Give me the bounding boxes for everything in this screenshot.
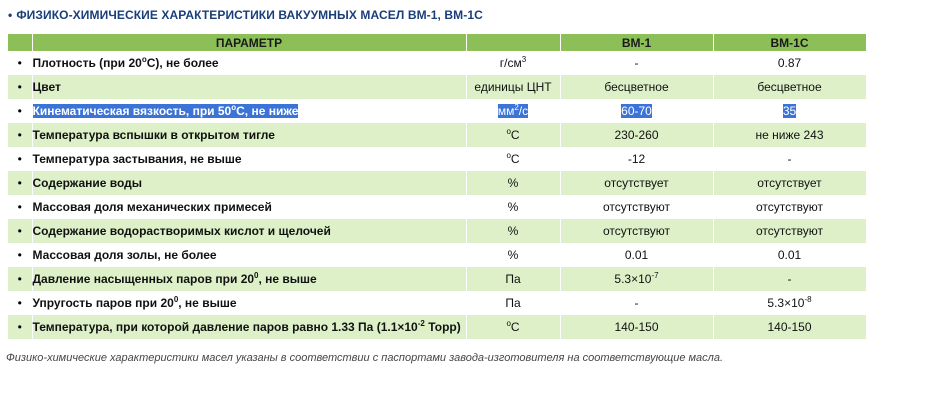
vm1c-value	[788, 272, 792, 286]
param-text: Температура вспышки в открытом тигле	[32, 128, 275, 142]
vm1c-value-cell	[713, 147, 866, 171]
param-text: Упругость паров при 20	[32, 296, 174, 310]
unit-text: г/см	[499, 56, 522, 70]
param-label	[33, 224, 331, 238]
vm1c-value	[778, 56, 801, 70]
vm1c-value-cell	[713, 195, 866, 219]
vm1c-value-text: отсутствуют	[756, 224, 823, 238]
vm1-value-cell	[560, 51, 713, 75]
vm1-value-text: -	[634, 296, 639, 310]
unit-superscript: 2	[514, 103, 519, 112]
unit-label	[506, 320, 519, 334]
vm1c-value-cell	[713, 75, 866, 99]
vm1-value-text: 230-260	[614, 128, 659, 142]
param-cell	[32, 123, 466, 147]
unit-label	[508, 200, 519, 214]
vm1-value	[614, 128, 658, 142]
unit-text: Па	[505, 272, 521, 286]
param-label	[33, 200, 272, 214]
table-row	[8, 267, 866, 291]
vm1-value-cell	[560, 147, 713, 171]
unit-text: %	[507, 224, 519, 238]
param-label	[33, 104, 299, 118]
unit-text: С	[510, 128, 520, 142]
param-text-tail: Торр)	[424, 320, 461, 334]
row-bullet: •	[8, 291, 32, 315]
row-bullet: •	[8, 123, 32, 147]
vm1c-superscript: -8	[804, 295, 812, 304]
row-bullet: •	[8, 51, 32, 75]
param-superscript: -2	[417, 319, 425, 328]
vm1-value	[614, 320, 658, 334]
param-label	[33, 296, 237, 310]
vm1c-value-text: 0.87	[777, 56, 802, 70]
row-bullet: •	[8, 243, 32, 267]
row-bullet: •	[8, 315, 32, 339]
title-text: ФИЗИКО-ХИМИЧЕСКИЕ ХАРАКТЕРИСТИКИ ВАКУУМНЫХ МАСЕЛ ВМ-1, ВМ-1С	[16, 8, 483, 22]
unit-cell	[466, 147, 560, 171]
page-title	[8, 8, 483, 22]
param-label	[33, 80, 61, 94]
vm1c-value-text: отсутствует	[757, 176, 822, 190]
unit-cell	[466, 51, 560, 75]
param-cell	[32, 99, 466, 123]
vm1c-value	[778, 248, 801, 262]
row-bullet: •	[8, 99, 32, 123]
param-text: Кинематическая вязкость, при 50	[32, 104, 232, 118]
param-label	[33, 320, 461, 334]
vm1-value	[628, 152, 645, 166]
vm1-value-text: -	[634, 56, 639, 70]
vm1-value-cell	[560, 195, 713, 219]
param-text-tail: , не выше	[178, 296, 237, 310]
unit-text: %	[507, 248, 519, 262]
vm1c-value	[788, 152, 792, 166]
param-cell	[32, 51, 466, 75]
vm1-value-text: 60-70	[621, 104, 652, 118]
vm1-value-cell	[560, 75, 713, 99]
vm1-value-cell	[560, 123, 713, 147]
vm1-value	[625, 248, 648, 262]
param-text: Температура застывания, не выше	[32, 152, 242, 166]
vm1c-value-cell	[713, 267, 866, 291]
param-cell	[32, 267, 466, 291]
vm1c-value-cell	[713, 99, 866, 123]
specs-table	[8, 34, 867, 339]
vm1-value	[614, 272, 658, 286]
unit-cell	[466, 99, 560, 123]
vm1-value-text: отсутствуют	[603, 224, 670, 238]
footnote: Физико-химические характеристики масел указаны в соответствии с паспортами завода-изготовителя на соответствующие масла.	[6, 352, 724, 364]
unit-text: С	[510, 320, 520, 334]
param-text: Массовая доля механических примесей	[32, 200, 272, 214]
unit-label	[505, 296, 520, 310]
param-cell	[32, 195, 466, 219]
vm1-value-text: 0.01	[624, 248, 649, 262]
vm1c-value-cell	[713, 123, 866, 147]
param-superscript: о	[141, 55, 147, 64]
param-text: Плотность (при 20	[32, 56, 142, 70]
unit-text: Па	[505, 296, 521, 310]
vm1c-value-cell	[713, 315, 866, 339]
param-label	[33, 248, 217, 262]
unit-text: С	[510, 152, 520, 166]
header-vm1: ВМ-1	[560, 34, 713, 51]
vm1c-value	[756, 200, 823, 214]
unit-text: %	[507, 176, 519, 190]
param-cell	[32, 147, 466, 171]
row-bullet: •	[8, 75, 32, 99]
vm1-value	[635, 296, 639, 310]
header-vm1c: ВМ-1С	[713, 34, 866, 51]
vm1c-value	[783, 104, 796, 118]
vm1c-value	[756, 224, 823, 238]
table-row	[8, 51, 866, 75]
vm1-value-text: 5.3×10	[614, 272, 652, 286]
vm1c-value-text: -	[787, 152, 792, 166]
vm1-superscript: -7	[651, 271, 659, 280]
vm1c-value	[757, 176, 821, 190]
table-header-row	[8, 34, 866, 51]
unit-label	[506, 128, 519, 142]
unit-text: мм	[497, 104, 515, 118]
vm1-value-cell	[560, 99, 713, 123]
unit-label	[508, 224, 519, 238]
param-text: Давление насыщенных паров при 20	[32, 272, 255, 286]
param-label	[33, 56, 219, 70]
table-row	[8, 75, 866, 99]
unit-label	[508, 248, 519, 262]
param-superscript: 0	[254, 271, 259, 280]
unit-cell	[466, 267, 560, 291]
table-row	[8, 147, 866, 171]
row-bullet: •	[8, 171, 32, 195]
vm1-value-text: бесцветное	[604, 80, 669, 94]
vm1c-value	[755, 128, 823, 142]
vm1-value	[603, 224, 670, 238]
param-label	[33, 152, 242, 166]
param-label	[33, 176, 143, 190]
row-bullet: •	[8, 195, 32, 219]
vm1c-value-text: 35	[782, 104, 797, 118]
param-text-tail: С), не более	[146, 56, 219, 70]
table-row	[8, 195, 866, 219]
param-cell	[32, 75, 466, 99]
table-row	[8, 315, 866, 339]
vm1c-value-text: 5.3×10	[767, 296, 805, 310]
vm1c-value	[767, 320, 811, 334]
unit-cell	[466, 219, 560, 243]
param-label	[33, 272, 317, 286]
param-cell	[32, 291, 466, 315]
vm1-value-text: отсутствует	[604, 176, 669, 190]
param-cell	[32, 219, 466, 243]
vm1c-value-text: бесцветное	[757, 80, 822, 94]
unit-text: единицы ЦНТ	[474, 80, 552, 94]
unit-cell	[466, 243, 560, 267]
vm1-value-cell	[560, 315, 713, 339]
vm1-value	[604, 80, 668, 94]
unit-label	[505, 272, 520, 286]
unit-cell	[466, 291, 560, 315]
param-text-tail: , не выше	[258, 272, 317, 286]
table-row	[8, 291, 866, 315]
param-cell	[32, 171, 466, 195]
row-bullet: •	[8, 267, 32, 291]
param-label	[33, 128, 275, 142]
vm1-value	[635, 56, 639, 70]
vm1-value-text: -12	[627, 152, 646, 166]
vm1c-value	[757, 80, 821, 94]
row-bullet: •	[8, 147, 32, 171]
vm1-value-cell	[560, 243, 713, 267]
vm1c-value-cell	[713, 171, 866, 195]
unit-cell	[466, 315, 560, 339]
param-text: Содержание водорастворимых кислот и щелочей	[32, 224, 331, 238]
title-bullet: •	[8, 8, 13, 22]
vm1-value-cell	[560, 171, 713, 195]
vm1-value	[621, 104, 652, 118]
vm1c-value-text: 140-150	[767, 320, 812, 334]
param-text-tail: С, не ниже	[236, 104, 299, 118]
param-text: Температура, при которой давление паров равно 1.33 Па (1.1×10	[32, 320, 418, 334]
vm1-value-cell	[560, 267, 713, 291]
vm1-value-cell	[560, 291, 713, 315]
param-superscript: 0	[173, 295, 179, 304]
unit-degree-superscript: о	[506, 319, 511, 328]
unit-degree-superscript: о	[506, 127, 511, 136]
unit-label	[506, 152, 519, 166]
unit-cell	[466, 195, 560, 219]
row-bullet: •	[8, 219, 32, 243]
vm1c-value-cell	[713, 243, 866, 267]
vm1-value	[604, 176, 668, 190]
header-bullet-cell	[8, 34, 32, 51]
unit-label	[508, 176, 519, 190]
unit-cell	[466, 171, 560, 195]
unit-degree-superscript: о	[506, 151, 511, 160]
unit-label	[500, 56, 526, 70]
header-param: ПАРАМЕТР	[32, 34, 466, 51]
vm1c-value	[767, 296, 811, 310]
unit-superscript: 3	[521, 55, 527, 64]
unit-cell	[466, 75, 560, 99]
vm1c-value-text: отсутствуют	[756, 200, 823, 214]
header-unit	[466, 34, 560, 51]
vm1c-value-cell	[713, 219, 866, 243]
table-row	[8, 99, 866, 123]
table-row	[8, 123, 866, 147]
vm1-value-text: 140-150	[614, 320, 659, 334]
vm1c-value-cell	[713, 291, 866, 315]
unit-text-tail: /с	[518, 104, 529, 118]
param-superscript: о	[231, 103, 237, 112]
unit-text: %	[507, 200, 519, 214]
table-row	[8, 219, 866, 243]
vm1c-value-text: 0.01	[777, 248, 802, 262]
vm1-value	[603, 200, 670, 214]
unit-label	[474, 80, 551, 94]
vm1c-value-text: не ниже 243	[755, 128, 824, 142]
vm1c-value-text: -	[787, 272, 792, 286]
vm1-value-text: отсутствуют	[603, 200, 670, 214]
unit-cell	[466, 123, 560, 147]
vm1-value-cell	[560, 219, 713, 243]
table-row	[8, 171, 866, 195]
unit-label	[498, 104, 528, 118]
param-cell	[32, 315, 466, 339]
param-cell	[32, 243, 466, 267]
param-text: Цвет	[32, 80, 61, 94]
vm1c-value-cell	[713, 51, 866, 75]
table-row	[8, 243, 866, 267]
param-text: Содержание воды	[32, 176, 143, 190]
param-text: Массовая доля золы, не более	[32, 248, 217, 262]
